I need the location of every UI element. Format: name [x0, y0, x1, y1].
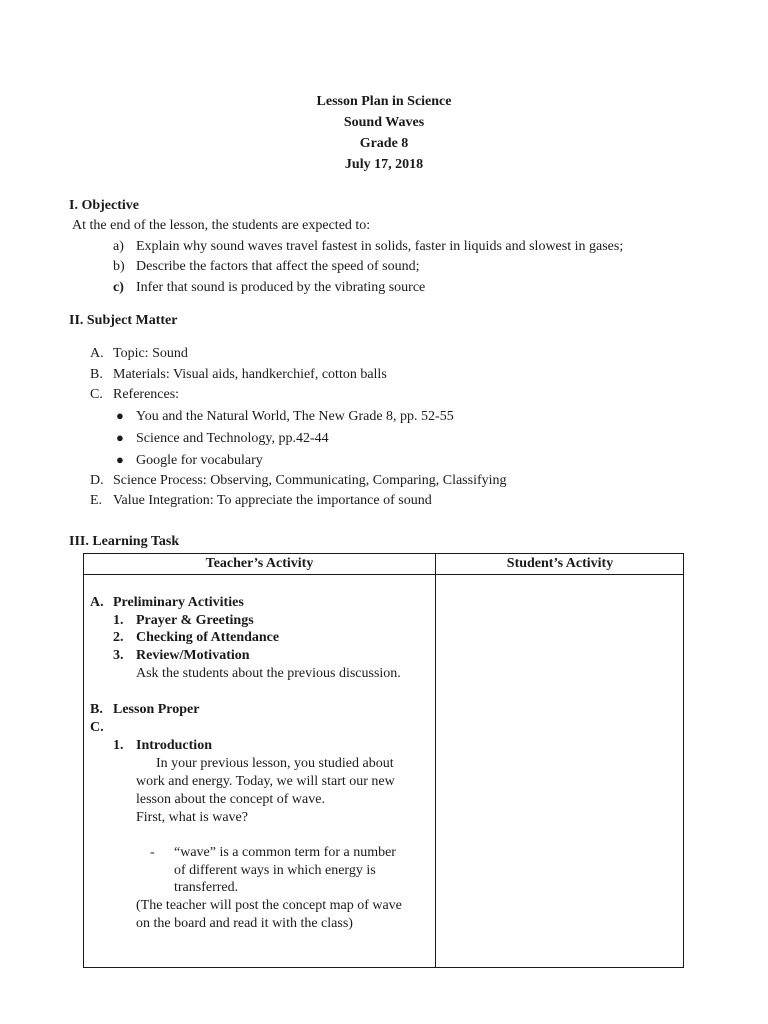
column-divider	[435, 554, 436, 967]
grade-level: Grade 8	[359, 136, 409, 151]
definition-line: “wave” is a common term for a number	[174, 845, 396, 860]
definition-line: transferred.	[174, 880, 239, 895]
intro-line: In your previous lesson, you studied about	[156, 756, 394, 771]
prelim-step: Review/Motivation	[136, 648, 250, 663]
reference-item: Science and Technology, pp.42-44	[136, 431, 329, 446]
header-divider	[84, 574, 683, 575]
activity-table	[83, 553, 684, 968]
step-marker: 1.	[113, 613, 124, 628]
subject-item: Value Integration: To appreciate the importance of sound	[113, 493, 432, 508]
document-title: Lesson Plan in Science	[316, 94, 452, 109]
subject-item: References:	[113, 387, 180, 402]
section-marker: C.	[90, 720, 104, 735]
subject-item: Materials: Visual aids, handkerchief, cotton balls	[113, 367, 387, 382]
subject-item-marker: B.	[90, 367, 103, 382]
objective-item-marker: b)	[113, 259, 125, 274]
step-marker: 1.	[113, 738, 124, 753]
dash-marker: -	[150, 845, 155, 860]
prelim-step: Prayer & Greetings	[136, 613, 254, 628]
teacher-note-line: on the board and read it with the class)	[136, 916, 353, 931]
step-marker: 2.	[113, 630, 124, 645]
subject-item-marker: C.	[90, 387, 103, 402]
reference-item: You and the Natural World, The New Grade 8, pp. 52-55	[136, 409, 454, 424]
section-marker: A.	[90, 595, 104, 610]
intro-line: First, what is wave?	[136, 810, 248, 825]
bullet-icon: ●	[116, 430, 124, 445]
objective-item: Explain why sound waves travel fastest in solids, faster in liquids and slowest in gases;	[136, 239, 624, 254]
objective-item-marker: a)	[113, 239, 124, 254]
bullet-icon: ●	[116, 452, 124, 467]
objective-item-marker: c)	[113, 280, 124, 295]
objective-intro: At the end of the lesson, the students are expected to:	[72, 218, 371, 233]
objective-heading: I. Objective	[69, 198, 139, 213]
review-note: Ask the students about the previous discussion.	[136, 666, 401, 681]
reference-item: Google for vocabulary	[136, 453, 263, 468]
learning-task-heading: III. Learning Task	[69, 534, 180, 549]
subject-item-marker: E.	[90, 493, 103, 508]
teacher-column-header: Teacher’s Activity	[205, 556, 314, 571]
lesson-proper-label: Lesson Proper	[113, 702, 200, 717]
subject-matter-heading: II. Subject Matter	[69, 313, 178, 328]
definition-line: of different ways in which energy is	[174, 863, 376, 878]
subject-item: Topic: Sound	[113, 346, 188, 361]
objective-item: Describe the factors that affect the speed of sound;	[136, 259, 420, 274]
bullet-icon: ●	[116, 408, 124, 423]
lesson-date: July 17, 2018	[344, 157, 424, 172]
section-marker: B.	[90, 702, 103, 717]
lesson-topic: Sound Waves	[343, 115, 425, 130]
teacher-note-line: (The teacher will post the concept map of wave	[136, 898, 402, 913]
intro-line: lesson about the concept of wave.	[136, 792, 325, 807]
subject-item: Science Process: Observing, Communicating, Comparing, Classifying	[113, 473, 507, 488]
subject-item-marker: A.	[90, 346, 104, 361]
prelim-step: Checking of Attendance	[136, 630, 280, 645]
introduction-label: Introduction	[136, 738, 212, 753]
preliminary-activities-label: Preliminary Activities	[113, 595, 244, 610]
student-column-header: Student’s Activity	[506, 556, 614, 571]
subject-item-marker: D.	[90, 473, 104, 488]
intro-line: work and energy. Today, we will start our new	[136, 774, 395, 789]
step-marker: 3.	[113, 648, 124, 663]
objective-item: Infer that sound is produced by the vibrating source	[136, 280, 426, 295]
